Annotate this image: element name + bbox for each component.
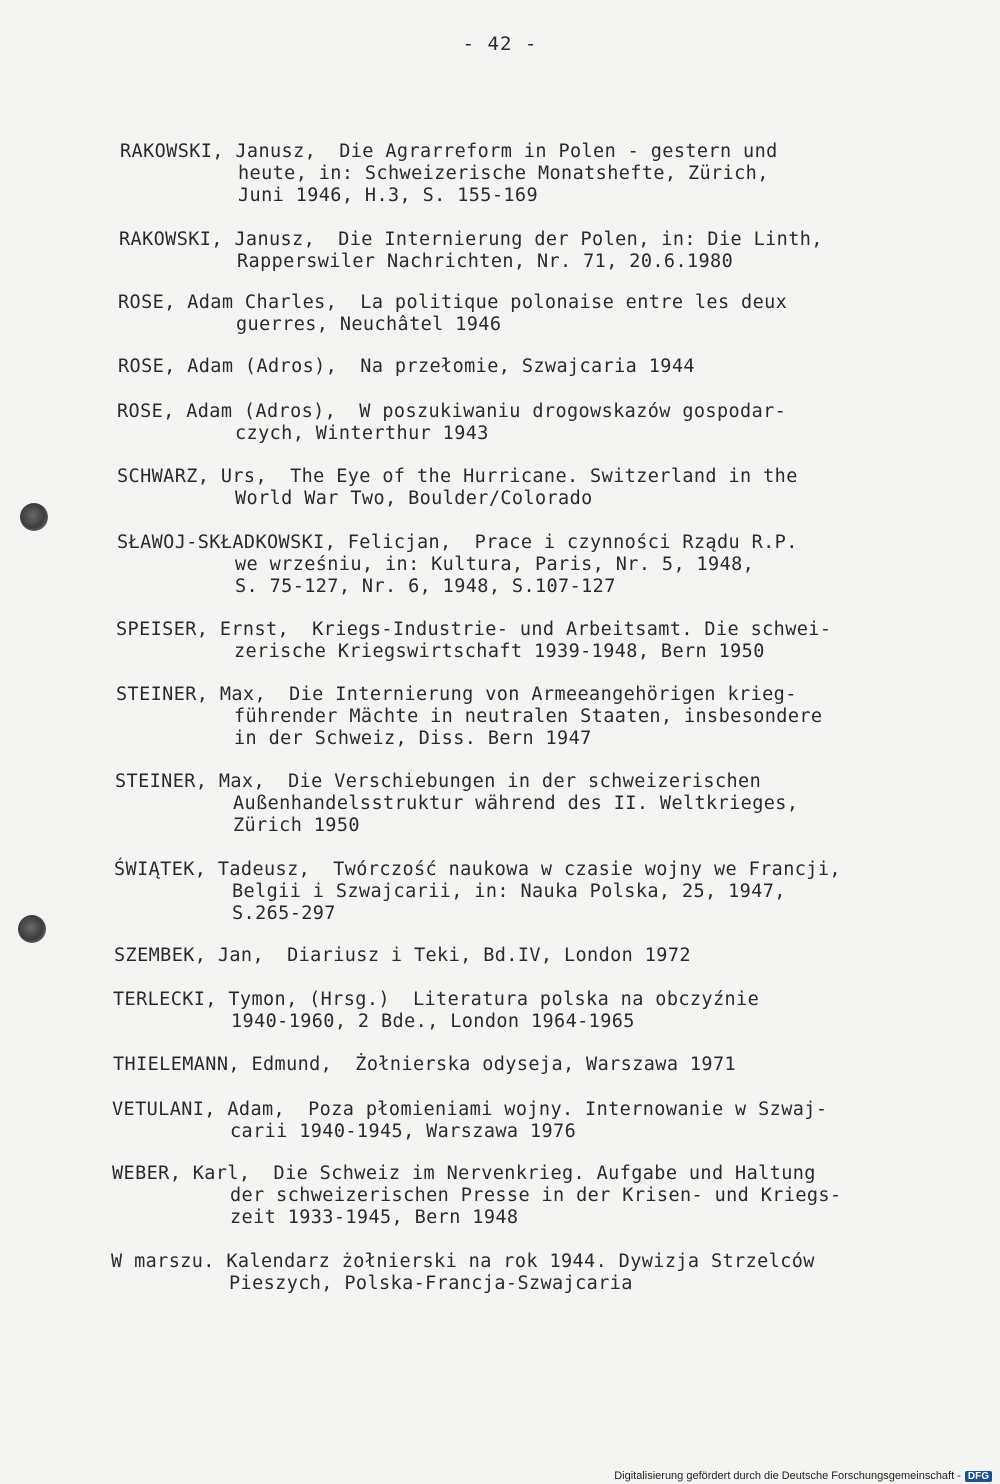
- entry-line: czych, Winterthur 1943: [235, 423, 489, 444]
- entry-line: Belgii i Szwajcarii, in: Nauka Polska, 25, 1947,: [232, 881, 786, 902]
- bibliography-entry: [118, 356, 948, 378]
- bibliography-entry: [114, 945, 944, 967]
- entry-line: 1940-1960, 2 Bde., London 1964-1965: [231, 1011, 635, 1032]
- entry-line: Außenhandelsstruktur während des II. Weltkrieges,: [233, 793, 799, 814]
- bibliography-entry: [116, 684, 946, 750]
- bibliography-entry: [117, 466, 947, 510]
- entry-line: ROSE, Adam (Adros), W poszukiwaniu drogowskazów gospodar-: [117, 401, 787, 422]
- bibliography-entry: [113, 1054, 943, 1076]
- bibliography-entry: [116, 619, 946, 663]
- bibliography-entry: [119, 229, 949, 273]
- entry-line: we wrześniu, in: Kultura, Paris, Nr. 5, 1948,: [235, 554, 755, 575]
- entry-line: ROSE, Adam Charles, La politique polonaise entre les deux: [118, 292, 788, 313]
- entry-line: der schweizerischen Presse in der Krisen- und Kriegs-: [230, 1185, 842, 1206]
- punch-hole-upper: [20, 503, 48, 531]
- digitization-credit: [614, 1470, 992, 1482]
- credit-text: Digitalisierung gefördert durch die Deutsche Forschungsgemeinschaft -: [614, 1470, 961, 1482]
- page-number: - 42 -: [462, 33, 538, 55]
- punch-hole-lower: [18, 915, 46, 943]
- bibliography-entry: [117, 532, 947, 598]
- entry-line: S.265-297: [232, 903, 336, 924]
- entry-line: W marszu. Kalendarz żołnierski na rok 1944. Dywizja Strzelców: [111, 1251, 815, 1272]
- entry-line: Rapperswiler Nachrichten, Nr. 71, 20.6.1980: [237, 251, 734, 272]
- entry-line: SCHWARZ, Urs, The Eye of the Hurricane. Switzerland in the: [117, 466, 798, 487]
- entry-line: carii 1940-1945, Warszawa 1976: [230, 1121, 577, 1142]
- entry-line: Juni 1946, H.3, S. 155-169: [238, 185, 538, 206]
- entry-line: SPEISER, Ernst, Kriegs-Industrie- und Arbeitsamt. Die schwei-: [116, 619, 832, 640]
- entry-line: Zürich 1950: [233, 815, 360, 836]
- entry-line: zerische Kriegswirtschaft 1939-1948, Bern 1950: [234, 641, 765, 662]
- entry-line: guerres, Neuchâtel 1946: [236, 314, 502, 335]
- entry-line: World War Two, Boulder/Colorado: [235, 488, 593, 509]
- entry-line: RAKOWSKI, Janusz, Die Agrarreform in Polen - gestern und: [120, 141, 778, 162]
- entry-line: zeit 1933-1945, Bern 1948: [230, 1207, 519, 1228]
- entry-line: WEBER, Karl, Die Schweiz im Nervenkrieg. Aufgabe und Haltung: [112, 1163, 816, 1184]
- entry-line: TERLECKI, Tymon, (Hrsg.) Literatura polska na obczyźnie: [113, 989, 760, 1010]
- bibliography-entry: [114, 859, 944, 925]
- bibliography-entry: [111, 1251, 941, 1295]
- entry-line: STEINER, Max, Die Internierung von Armeeangehörigen krieg-: [116, 684, 797, 705]
- entry-line: führender Mächte in neutralen Staaten, insbesondere: [234, 706, 823, 727]
- entry-line: VETULANI, Adam, Poza płomieniami wojny. Internowanie w Szwaj-: [112, 1099, 828, 1120]
- bibliography-entry: [112, 1163, 942, 1229]
- entry-line: ROSE, Adam (Adros), Na przełomie, Szwajcaria 1944: [118, 356, 695, 377]
- entry-line: THIELEMANN, Edmund, Żołnierska odyseja, Warszawa 1971: [113, 1054, 737, 1075]
- bibliography-entry: [113, 989, 943, 1033]
- entry-line: heute, in: Schweizerische Monatshefte, Zürich,: [238, 163, 769, 184]
- entry-line: S. 75-127, Nr. 6, 1948, S.107-127: [235, 576, 616, 597]
- entry-line: in der Schweiz, Diss. Bern 1947: [234, 728, 592, 749]
- entry-line: SŁAWOJ-SKŁADKOWSKI, Felicjan, Prace i czynności Rządu R.P.: [117, 532, 798, 553]
- entry-line: Pieszych, Polska-Francja-Szwajcaria: [229, 1273, 633, 1294]
- bibliography-entry: [120, 141, 950, 207]
- bibliography-entry: [115, 771, 945, 837]
- dfg-logo: DFG: [965, 1471, 992, 1482]
- bibliography-entry: [118, 292, 948, 336]
- entry-line: STEINER, Max, Die Verschiebungen in der schweizerischen: [115, 771, 762, 792]
- entry-line: SZEMBEK, Jan, Diariusz i Teki, Bd.IV, London 1972: [114, 945, 691, 966]
- bibliography-entry: [117, 401, 947, 445]
- bibliography-entry: [112, 1099, 942, 1143]
- entry-line: RAKOWSKI, Janusz, Die Internierung der Polen, in: Die Linth,: [119, 229, 823, 250]
- entry-line: ŚWIĄTEK, Tadeusz, Twórczość naukowa w czasie wojny we Francji,: [114, 859, 841, 880]
